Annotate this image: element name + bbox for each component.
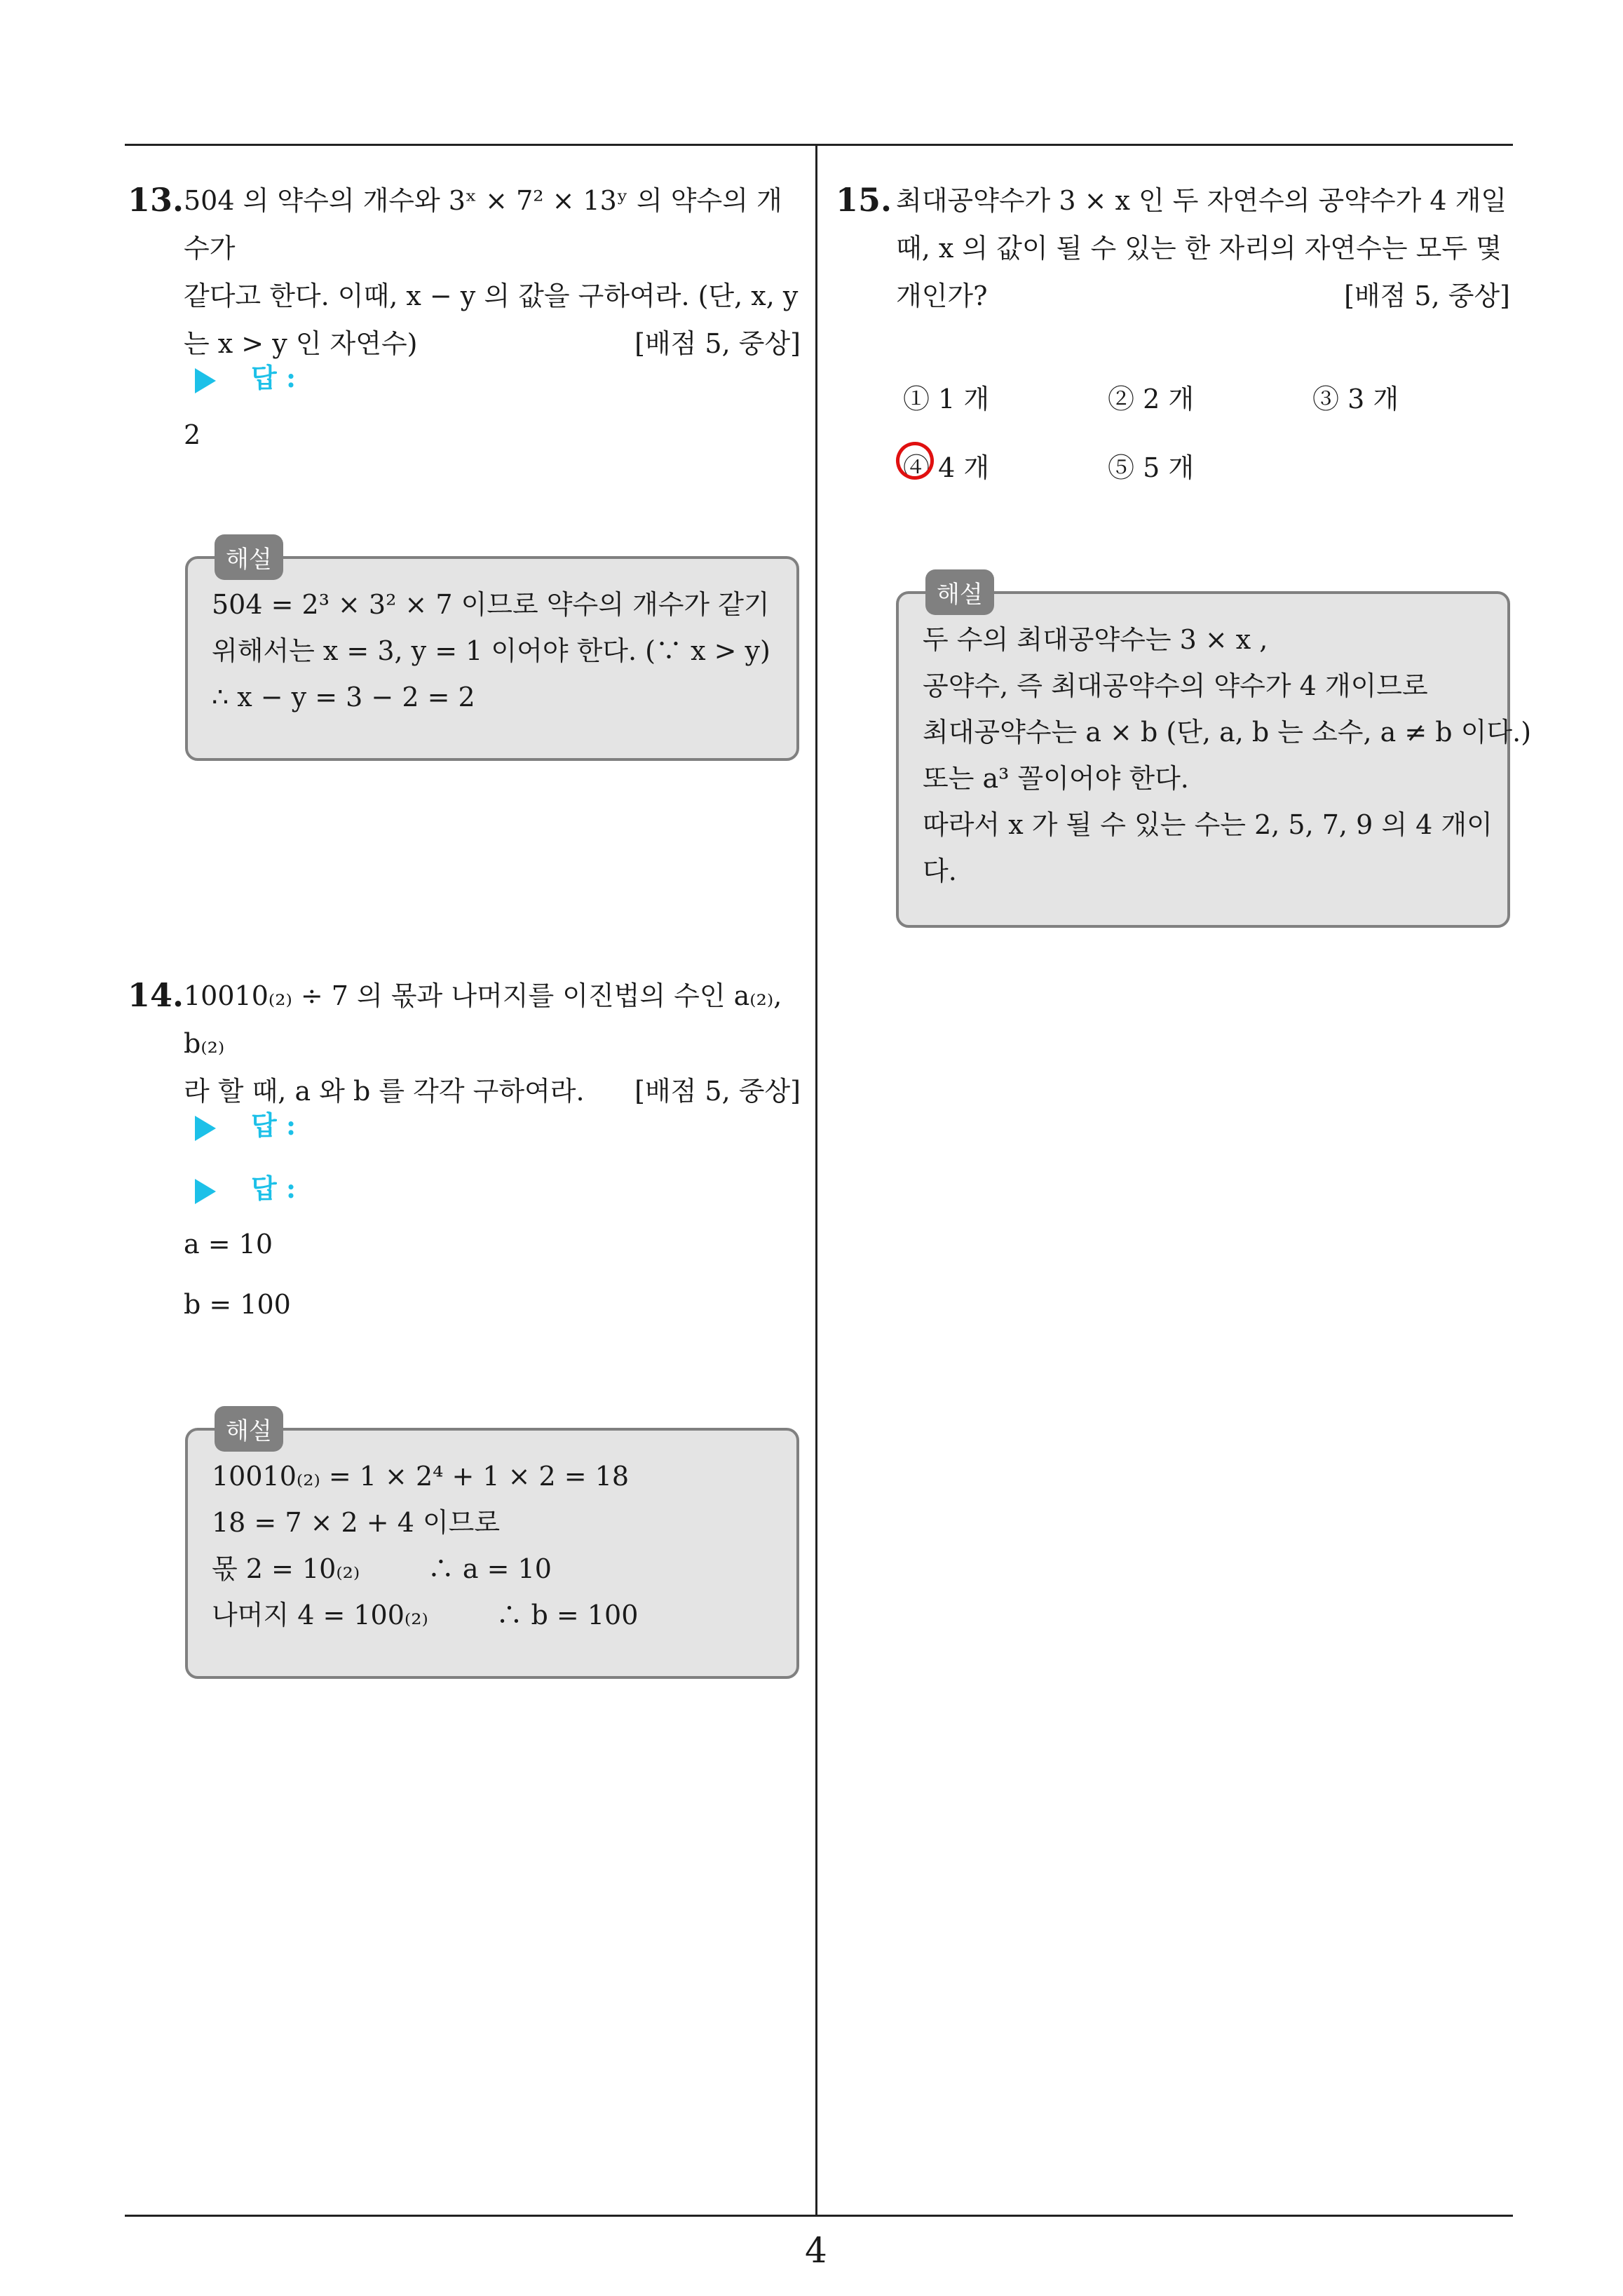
q15-line: 최대공약수가 3 × x 인 두 자연수의 공약수가 4 개일 [896,185,1507,216]
play-icon [195,1179,216,1204]
q13-solution-line: 위해서는 x = 3, y = 1 이어야 한다. (∵ x > y) [212,635,770,666]
q14-score: [배점 5, 중상] [634,1076,801,1107]
column-divider [815,144,817,2216]
q15-solution-line: 두 수의 최대공약수는 3 × x , [923,624,1268,655]
q15-option-4[interactable]: ④ 4 개 [903,452,990,483]
q15-score: [배점 5, 중상] [1344,281,1510,311]
q15-solution-line: 최대공약수는 a × b (단, a, b 는 소수, a ≠ b 이다.) [923,717,1532,748]
q15-line-last: 개인가? [배점 5, 중상] [896,272,1510,320]
q13-solution-line: 504 = 2³ × 3² × 7 이므로 약수의 개수가 같기 [212,589,770,620]
q14-answer-label-a: 답 : [195,1104,296,1142]
q15-number: 15. [836,181,892,219]
q15-solution-line: 공약수, 즉 최대공약수의 약수가 4 개이므로 [923,670,1428,701]
q14-text [184,972,801,1115]
q14-solution-line: 18 = 7 × 2 + 4 이므로 [212,1507,501,1538]
q13-answer-label: 답 : [195,356,296,395]
q14-line: 10010₍₂₎ ÷ 7 의 몫과 나머지를 이진법의 수인 a₍₂₎, b₍₂₎ [184,980,782,1059]
q14-answer-b: b = 100 [184,1289,291,1320]
q13-line-last: 는 x > y 인 자연수) [배점 5, 중상] [184,320,801,367]
q15-solution-title: 해설 [925,569,994,615]
q13-number: 13. [128,181,184,219]
q14-solution-box [185,1428,799,1679]
q13-answer: 2 [184,419,201,450]
q13-solution-line: ∴ x − y = 3 − 2 = 2 [212,682,475,713]
q14-number: 14. [128,976,184,1014]
q15-solution-line: 또는 a³ 꼴이어야 한다. [923,763,1189,794]
q13-line: 504 의 약수의 개수와 3ˣ × 7² × 13ʸ 의 약수의 개수가 [184,185,782,264]
q14-solution-line: 나머지 4 = 100₍₂₎ ∴ b = 100 [212,1600,639,1630]
page-number: 4 [805,2230,827,2271]
q14-solution-line: 몫 2 = 10₍₂₎ ∴ a = 10 [212,1553,552,1584]
q13-score: [배점 5, 중상] [634,328,801,359]
top-rule [125,144,1513,146]
q15-option-1[interactable]: ① 1 개 [903,384,990,414]
q15-option-3[interactable]: ③ 3 개 [1312,384,1399,414]
q15-option-2[interactable]: ② 2 개 [1108,384,1195,414]
q13-line: 같다고 한다. 이때, x − y 의 값을 구하여라. (단, x, y [184,281,799,311]
q14-line-last: 라 할 때, a 와 b 를 각각 구하여라. [배점 5, 중상] [184,1067,801,1115]
q13-solution-box [185,556,799,761]
q14-answer-label-b: 답 : [195,1167,296,1206]
q15-solution-line: 따라서 x 가 될 수 있는 수는 2, 5, 7, 9 의 4 개이 [923,809,1493,840]
play-icon [195,368,216,393]
bottom-rule [125,2215,1513,2217]
q15-solution-line: 다. [923,856,957,886]
q15-line: 때, x 의 값이 될 수 있는 한 자리의 자연수는 모두 몇 [896,233,1502,264]
q15-option-5[interactable]: ⑤ 5 개 [1108,452,1195,483]
q15-text [896,177,1510,320]
q13-text [184,177,801,367]
q14-solution-line: 10010₍₂₎ = 1 × 2⁴ + 1 × 2 = 18 [212,1461,630,1492]
q14-answer-a: a = 10 [184,1229,273,1260]
q14-solution-title: 해설 [215,1406,283,1452]
q13-solution-title: 해설 [215,534,283,580]
play-icon [195,1116,216,1141]
q15-solution-box [896,591,1532,928]
